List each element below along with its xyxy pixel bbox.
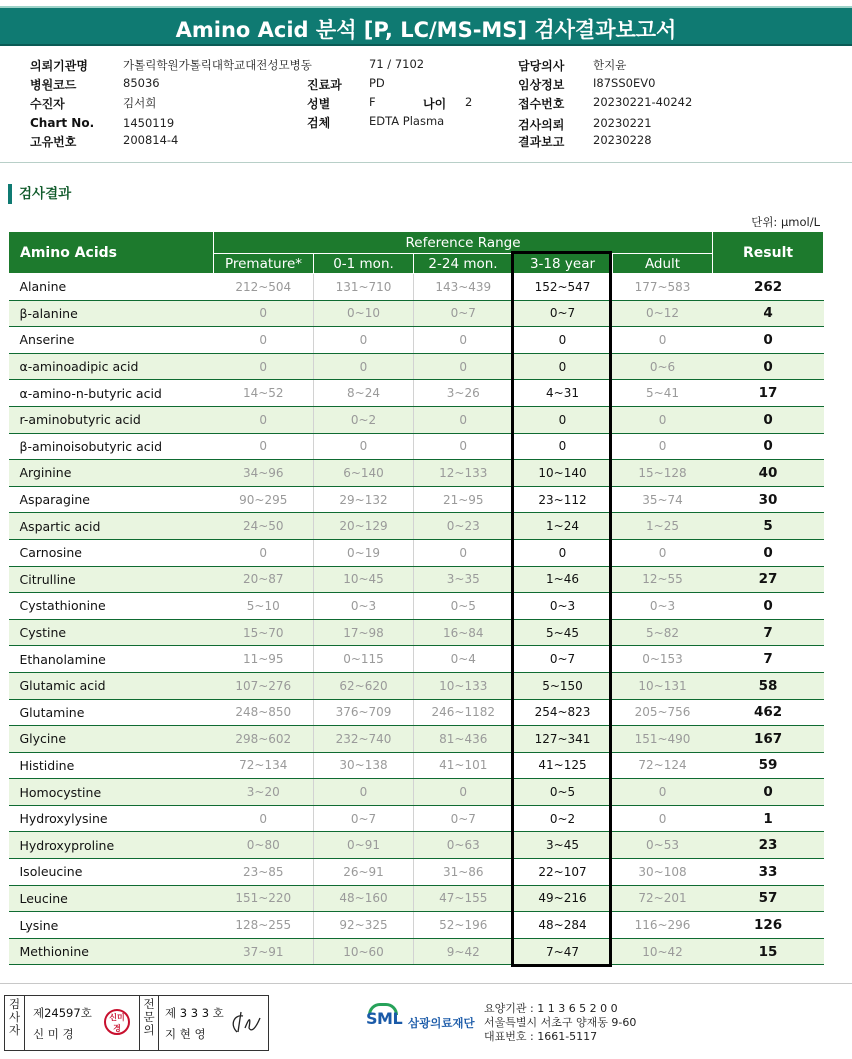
reference-range-cell: 0 [414, 406, 513, 433]
reference-range-cell: 29~132 [314, 486, 414, 513]
result-value: 5 [713, 513, 824, 540]
institution-phone: 대표번호 : 1661-5117 [484, 1030, 598, 1043]
info-value: I87SS0EV0 [593, 76, 656, 90]
table-row [9, 672, 824, 699]
reference-range-cell: 0~7 [414, 805, 513, 832]
table-row [9, 566, 824, 593]
reference-range-cell: 0~153 [613, 646, 713, 673]
reference-range-cell: 151~220 [214, 885, 314, 912]
reference-range-cell: 23~112 [513, 486, 613, 513]
amino-acid-name: Isoleucine [9, 859, 214, 886]
reviewer-number: 제 3 3 3 호 [165, 1006, 224, 1020]
reference-range-cell: 26~91 [314, 859, 414, 886]
amino-acid-name: β-aminoisobutyric acid [9, 433, 214, 460]
results-body [9, 274, 824, 965]
tester-number: 제24597호 [33, 1006, 92, 1020]
reference-range-cell: 48~284 [513, 912, 613, 939]
info-value: 20230221 [593, 116, 652, 130]
header-amino-acids: Amino Acids [9, 232, 214, 274]
result-value: 0 [713, 433, 824, 460]
info-value: PD [369, 76, 385, 90]
reference-range-cell: 3~35 [414, 566, 513, 593]
reference-range-cell: 0~7 [414, 300, 513, 327]
info-ward: 71 / 7102 [369, 57, 425, 71]
amino-acid-name: β-alanine [9, 300, 214, 327]
reference-range-cell: 1~25 [613, 513, 713, 540]
reference-range-cell: 10~133 [414, 672, 513, 699]
reference-range-cell: 0 [214, 353, 314, 380]
info-label: 검체 [307, 116, 331, 130]
amino-acid-name: Citrulline [9, 566, 214, 593]
reference-range-cell: 376~709 [314, 699, 414, 726]
table-row [9, 353, 824, 380]
footer-divider [0, 983, 852, 984]
table-row [9, 274, 824, 301]
reference-range-cell: 0 [613, 406, 713, 433]
reference-range-cell: 0 [414, 779, 513, 806]
reference-range-cell: 0 [613, 433, 713, 460]
table-row [9, 912, 824, 939]
reference-range-cell: 62~620 [314, 672, 414, 699]
info-value: 20230221-40242 [593, 95, 693, 109]
reference-range-cell: 0~5 [414, 593, 513, 620]
amino-acid-name: Leucine [9, 885, 214, 912]
info-value: 한지윤 [593, 58, 627, 72]
reference-range-cell: 3~20 [214, 779, 314, 806]
result-value: 30 [713, 486, 824, 513]
amino-acid-name: Homocystine [9, 779, 214, 806]
reference-range-cell: 0~3 [314, 593, 414, 620]
amino-acid-name: Hydroxylysine [9, 805, 214, 832]
logo-text: SML [366, 1009, 403, 1028]
amino-acid-name: Alanine [9, 274, 214, 301]
result-value: 58 [713, 672, 824, 699]
reference-range-cell: 23~85 [214, 859, 314, 886]
red-seal-stamp: 신미경 [104, 1009, 130, 1035]
reference-range-cell: 10~42 [613, 938, 713, 965]
reference-range-cell: 30~108 [613, 859, 713, 886]
request-info [0, 0, 852, 160]
section-title: 검사결과 [8, 184, 71, 204]
header-ref-col: 0-1 mon. [314, 254, 414, 274]
reference-range-cell: 246~1182 [414, 699, 513, 726]
reference-range-cell: 41~101 [414, 752, 513, 779]
table-row [9, 486, 824, 513]
reference-range-cell: 90~295 [214, 486, 314, 513]
institution-info [484, 1002, 636, 1044]
info-value: 2 [465, 95, 473, 109]
result-value: 126 [713, 912, 824, 939]
reference-range-cell: 6~140 [314, 460, 414, 487]
result-value: 40 [713, 460, 824, 487]
reference-range-cell: 0 [314, 353, 414, 380]
reference-range-cell: 16~84 [414, 619, 513, 646]
reference-range-cell: 10~60 [314, 938, 414, 965]
result-value: 0 [713, 779, 824, 806]
table-row [9, 460, 824, 487]
info-value: 85036 [123, 76, 160, 90]
reference-range-cell: 72~201 [613, 885, 713, 912]
reference-range-cell: 48~160 [314, 885, 414, 912]
reference-range-cell: 0~2 [314, 406, 414, 433]
reference-range-cell: 24~50 [214, 513, 314, 540]
reference-range-cell: 298~602 [214, 726, 314, 753]
result-value: 0 [713, 353, 824, 380]
institution-address: 서울특별시 서초구 양재동 9-60 [484, 1016, 637, 1029]
org-name: 삼광의료재단 [408, 1016, 475, 1030]
reference-range-cell: 5~41 [613, 380, 713, 407]
result-value: 23 [713, 832, 824, 859]
info-value: 가톨릭학원가톨릭대학교대전성모병동 [123, 58, 312, 72]
reference-range-cell: 131~710 [314, 274, 414, 301]
result-value: 17 [713, 380, 824, 407]
table-row [9, 699, 824, 726]
info-label: 담당의사 [518, 59, 565, 73]
reference-range-cell: 0 [513, 433, 613, 460]
signature-mark [227, 1010, 263, 1036]
reference-range-cell: 107~276 [214, 672, 314, 699]
reference-range-cell: 0~10 [314, 300, 414, 327]
table-row [9, 619, 824, 646]
reference-range-cell: 81~436 [414, 726, 513, 753]
amino-acid-name: Glycine [9, 726, 214, 753]
table-row [9, 433, 824, 460]
reference-range-cell: 0~3 [513, 593, 613, 620]
table-row [9, 593, 824, 620]
reference-range-cell: 0~7 [513, 646, 613, 673]
info-label: 병원코드 [30, 78, 77, 92]
reference-range-cell: 212~504 [214, 274, 314, 301]
reference-range-cell: 177~583 [613, 274, 713, 301]
result-value: 262 [713, 274, 824, 301]
reference-range-cell: 41~125 [513, 752, 613, 779]
reference-range-cell: 248~850 [214, 699, 314, 726]
reference-range-cell: 0~23 [414, 513, 513, 540]
amino-acid-name: Carnosine [9, 539, 214, 566]
info-value: 200814-4 [123, 133, 179, 147]
reference-range-cell: 151~490 [613, 726, 713, 753]
info-value: EDTA Plasma [369, 114, 445, 128]
header-ref-col: 3-18 year [513, 254, 613, 274]
reference-range-cell: 0 [414, 327, 513, 354]
unit-label: 단위: μmol/L [751, 215, 820, 229]
table-row [9, 938, 824, 965]
table-row [9, 646, 824, 673]
table-row [9, 859, 824, 886]
reference-range-cell: 31~86 [414, 859, 513, 886]
reference-range-cell: 10~131 [613, 672, 713, 699]
header-ref-col: Premature* [214, 254, 314, 274]
reference-range-cell: 9~42 [414, 938, 513, 965]
amino-acid-name: Glutamine [9, 699, 214, 726]
result-value: 1 [713, 805, 824, 832]
info-label: 의뢰기관명 [30, 59, 88, 73]
reference-range-cell: 0~19 [314, 539, 414, 566]
reference-range-cell: 20~87 [214, 566, 314, 593]
reference-range-cell: 127~341 [513, 726, 613, 753]
reference-range-cell: 14~52 [214, 380, 314, 407]
reference-range-cell: 72~134 [214, 752, 314, 779]
info-value: 1450119 [123, 116, 175, 130]
info-label: 성별 [307, 97, 331, 111]
result-value: 0 [713, 406, 824, 433]
reference-range-cell: 0 [513, 539, 613, 566]
info-label: 접수번호 [518, 97, 565, 111]
reference-range-cell: 0~115 [314, 646, 414, 673]
reference-range-cell: 0 [214, 327, 314, 354]
reference-range-cell: 0 [414, 539, 513, 566]
reference-range-cell: 5~10 [214, 593, 314, 620]
reference-range-cell: 0~80 [214, 832, 314, 859]
header-reference-range: Reference Range [214, 232, 713, 254]
reference-range-cell: 0 [613, 539, 713, 566]
amino-acid-name: Glutamic acid [9, 672, 214, 699]
amino-acid-name: Cystine [9, 619, 214, 646]
result-value: 0 [713, 539, 824, 566]
result-value: 33 [713, 859, 824, 886]
reference-range-cell: 0 [214, 805, 314, 832]
reference-range-cell: 0 [214, 300, 314, 327]
result-value: 167 [713, 726, 824, 753]
result-value: 59 [713, 752, 824, 779]
amino-acid-name: Lysine [9, 912, 214, 939]
reference-range-cell: 128~255 [214, 912, 314, 939]
reviewer-name: 지 현 영 [165, 1027, 206, 1041]
divider [0, 162, 852, 163]
table-row [9, 885, 824, 912]
reference-range-cell: 1~46 [513, 566, 613, 593]
table-row [9, 406, 824, 433]
info-value: 김서희 [123, 96, 157, 110]
amino-acid-name: Ethanolamine [9, 646, 214, 673]
reference-range-cell: 20~129 [314, 513, 414, 540]
reference-range-cell: 0 [513, 327, 613, 354]
table-row [9, 327, 824, 354]
reference-range-cell: 72~124 [613, 752, 713, 779]
reference-range-cell: 0~3 [613, 593, 713, 620]
reference-range-cell: 0~2 [513, 805, 613, 832]
reference-range-cell: 3~26 [414, 380, 513, 407]
info-label: 진료과 [307, 78, 342, 92]
reference-range-cell: 0~63 [414, 832, 513, 859]
info-label: 결과보고 [518, 135, 565, 149]
reference-range-cell: 0 [314, 433, 414, 460]
reference-range-cell: 0 [613, 779, 713, 806]
reference-range-cell: 1~24 [513, 513, 613, 540]
amino-acid-name: α-amino-n-butyric acid [9, 380, 214, 407]
reference-range-cell: 0~53 [613, 832, 713, 859]
institution-code: 요양기관 : 1 1 3 6 5 2 0 0 [484, 1002, 618, 1015]
reference-range-cell: 21~95 [414, 486, 513, 513]
result-value: 462 [713, 699, 824, 726]
reference-range-cell: 15~70 [214, 619, 314, 646]
amino-acid-name: Arginine [9, 460, 214, 487]
results-table [8, 231, 824, 965]
reference-range-cell: 47~155 [414, 885, 513, 912]
info-value: F [369, 95, 376, 109]
reference-range-cell: 0 [613, 327, 713, 354]
reference-range-cell: 92~325 [314, 912, 414, 939]
info-label: 임상정보 [518, 78, 565, 92]
reference-range-cell: 8~24 [314, 380, 414, 407]
reference-range-cell: 0~5 [513, 779, 613, 806]
reference-range-cell: 22~107 [513, 859, 613, 886]
reference-range-cell: 0 [214, 433, 314, 460]
reference-range-cell: 0 [513, 353, 613, 380]
reference-range-cell: 34~96 [214, 460, 314, 487]
reference-range-cell: 7~47 [513, 938, 613, 965]
amino-acid-name: Cystathionine [9, 593, 214, 620]
tester-name: 신 미 경 [33, 1027, 74, 1041]
info-label: Chart No. [30, 116, 95, 130]
reference-range-cell: 0 [314, 327, 414, 354]
reference-range-cell: 254~823 [513, 699, 613, 726]
reference-range-cell: 152~547 [513, 274, 613, 301]
report-title: Amino Acid 분석 [P, LC/MS-MS] 검사결과보고서 [0, 6, 852, 46]
header-result: Result [713, 232, 824, 274]
result-value: 7 [713, 646, 824, 673]
reference-range-cell: 0~12 [613, 300, 713, 327]
header-ref-col: 2-24 mon. [414, 254, 513, 274]
reference-range-cell: 143~439 [414, 274, 513, 301]
reference-range-cell: 205~756 [613, 699, 713, 726]
table-row [9, 805, 824, 832]
reference-range-cell: 0 [414, 353, 513, 380]
reference-range-cell: 17~98 [314, 619, 414, 646]
amino-acid-name: Asparagine [9, 486, 214, 513]
reference-range-cell: 10~45 [314, 566, 414, 593]
reference-range-cell: 0 [214, 406, 314, 433]
header-ref-col: Adult [613, 254, 713, 274]
table-row [9, 539, 824, 566]
amino-acid-name: Methionine [9, 938, 214, 965]
result-value: 4 [713, 300, 824, 327]
reference-range-cell: 12~55 [613, 566, 713, 593]
reference-range-cell: 35~74 [613, 486, 713, 513]
reference-range-cell: 0 [513, 406, 613, 433]
reference-range-cell: 37~91 [214, 938, 314, 965]
amino-acid-name: Aspartic acid [9, 513, 214, 540]
result-value: 57 [713, 885, 824, 912]
result-value: 27 [713, 566, 824, 593]
reference-range-cell: 3~45 [513, 832, 613, 859]
reference-range-cell: 0~7 [314, 805, 414, 832]
table-row [9, 752, 824, 779]
amino-acid-name: α-aminoadipic acid [9, 353, 214, 380]
reference-range-cell: 0 [314, 779, 414, 806]
table-row [9, 779, 824, 806]
result-value: 7 [713, 619, 824, 646]
info-label: 검사의뢰 [518, 118, 565, 132]
result-value: 15 [713, 938, 824, 965]
reference-range-cell: 232~740 [314, 726, 414, 753]
amino-acid-name: Histidine [9, 752, 214, 779]
reference-range-cell: 0~4 [414, 646, 513, 673]
reference-range-cell: 49~216 [513, 885, 613, 912]
info-label: 고유번호 [30, 135, 77, 149]
reference-range-cell: 0 [613, 805, 713, 832]
reference-range-cell: 10~140 [513, 460, 613, 487]
table-row [9, 726, 824, 753]
info-value: 20230228 [593, 133, 652, 147]
amino-acid-name: r-aminobutyric acid [9, 406, 214, 433]
table-row [9, 513, 824, 540]
reference-range-cell: 0~91 [314, 832, 414, 859]
reference-range-cell: 0~6 [613, 353, 713, 380]
reference-range-cell: 5~150 [513, 672, 613, 699]
reference-range-cell: 12~133 [414, 460, 513, 487]
signature-box [4, 995, 269, 1051]
reference-range-cell: 0 [414, 433, 513, 460]
result-value: 0 [713, 327, 824, 354]
reference-range-cell: 15~128 [613, 460, 713, 487]
reference-range-cell: 116~296 [613, 912, 713, 939]
table-row [9, 300, 824, 327]
table-row [9, 380, 824, 407]
reference-range-cell: 5~45 [513, 619, 613, 646]
reference-range-cell: 11~95 [214, 646, 314, 673]
info-label: 수진자 [30, 97, 65, 111]
table-row [9, 832, 824, 859]
reference-range-cell: 0~7 [513, 300, 613, 327]
amino-acid-name: Anserine [9, 327, 214, 354]
info-label: 나이 [423, 97, 447, 111]
reference-range-cell: 4~31 [513, 380, 613, 407]
result-value: 0 [713, 593, 824, 620]
reference-range-cell: 30~138 [314, 752, 414, 779]
reference-range-cell: 0 [214, 539, 314, 566]
reference-range-cell: 5~82 [613, 619, 713, 646]
tester-label: 검사자 [5, 996, 25, 1050]
reference-range-cell: 52~196 [414, 912, 513, 939]
reviewer-label: 전문의 [139, 996, 159, 1050]
amino-acid-name: Hydroxyproline [9, 832, 214, 859]
